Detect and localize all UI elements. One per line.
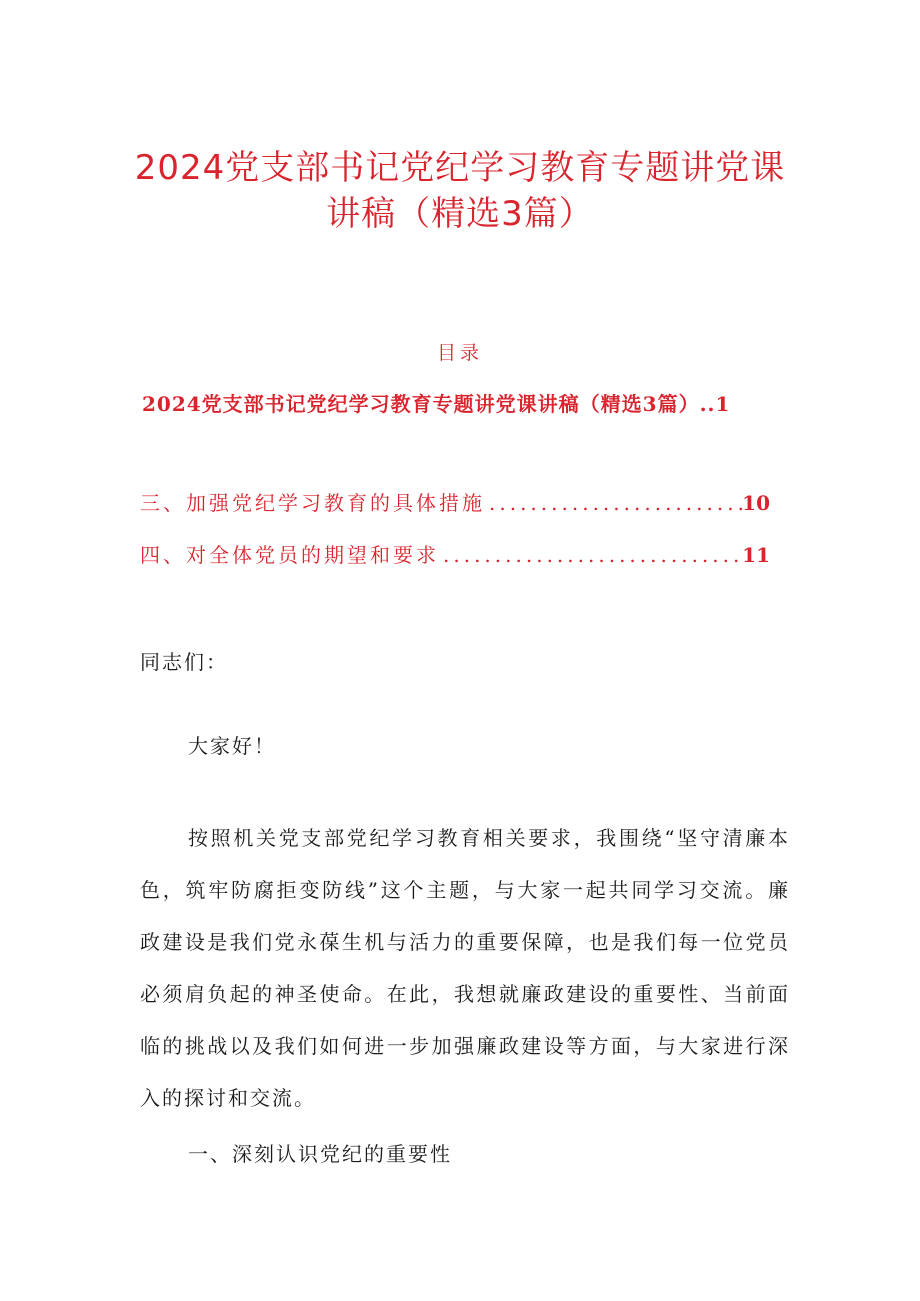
hello-line: 大家好！ [188, 734, 276, 758]
toc-entry[interactable] [140, 539, 770, 568]
toc-entry-label: 三、加强党纪学习教育的具体措施 [140, 491, 485, 515]
body-paragraph: 按照机关党支部党纪学习教育相关要求，我围绕“坚守清廉本色，筑牢防腐拒变防线”这个主题，与大家一起共同学习交流。廉政建设是我们党永葆生机与活力的重要保障，也是我们每一位党员必须肩负起的神圣使命。在此，我想就廉政建设的重要性、当前面临的挑战以及我们如何进一步加强廉政建设等方面，与大家进行深入的探讨和交流。 [140, 826, 790, 1110]
toc-heading: 目录 [436, 342, 483, 364]
section-title: 一、深刻认识党纪的重要性 [188, 1142, 452, 1166]
document-title-line2: 讲稿（精选3篇） [326, 194, 594, 234]
document-title-line1: 2024党支部书记党纪学习教育专题讲党课 [134, 148, 786, 188]
greeting: 同志们： [140, 650, 228, 674]
toc-entry-label: 四、对全体党员的期望和要求 [140, 543, 439, 567]
toc-main-entry[interactable]: 2024党支部书记党纪学习教育专题讲党课讲稿（精选3篇）..1 [142, 392, 731, 416]
toc-leader-dots [439, 543, 742, 567]
toc-leader-dots [485, 491, 742, 515]
toc-entry-page: 10 [742, 491, 770, 515]
toc-entry[interactable] [140, 487, 770, 516]
toc-entry-page: 11 [742, 543, 770, 567]
